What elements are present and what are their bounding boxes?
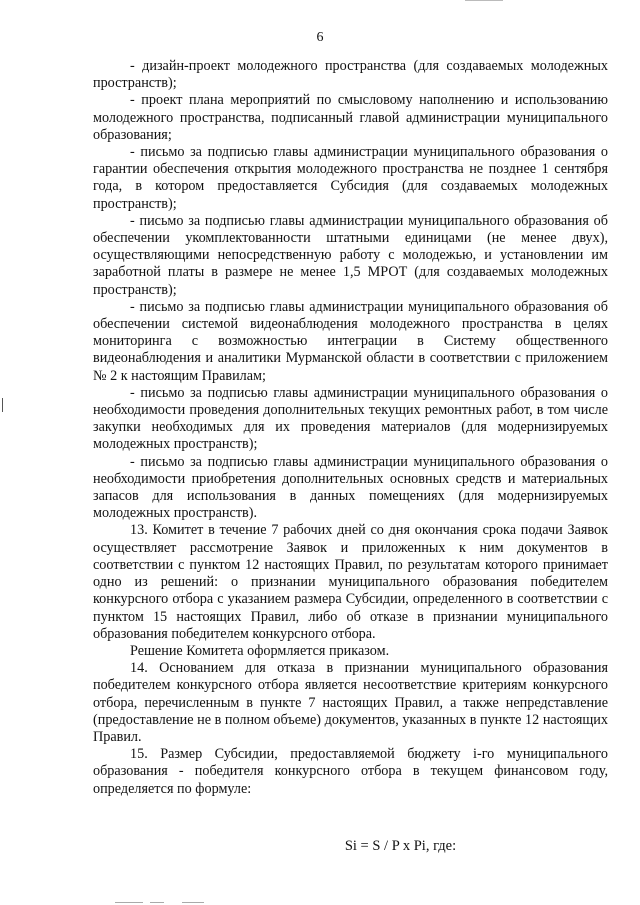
paragraph: - письмо за подписью главы администрации муниципального образования о необходимости приобретения дополнительных основных средств и материальных запасов для использования в данных помещениях (для модернизируемых молодежных пространств). — [93, 453, 608, 522]
scan-artifact-left — [2, 398, 3, 412]
paragraph: - проект плана мероприятий по смысловому наполнению и использованию молодежного пространства, подписанный главой администрации муниципального образования; — [93, 92, 608, 143]
paragraph: - письмо за подписью главы администрации муниципального образования о необходимости проведения дополнительных текущих ремонтных работ, в том числе закупки необходимых для их проведения материалов (для модернизируемых молодежных пространств); — [93, 384, 608, 453]
page-number: 6 — [316, 30, 324, 45]
paragraph: 14. Основанием для отказа в признании муниципального образования победителем конкурсного отбора является несоответствие критериям конкурсного отбора, перечисленным в пункте 7 настоящих Правил, а также непредставление (предоставление не в полном объеме) документов, указанных в пункте 12 настоящих Правил. — [93, 660, 608, 745]
paragraph: - письмо за подписью главы администрации муниципального образования об обеспечении системой видеонаблюдения молодежного пространства в целях мониторинга с возможностью интеграции в Систему общественного видеонаблюдения и аналитики Мурманской области в соответствии с приложением № 2 к настоящим Правилам; — [93, 298, 608, 384]
paragraph: - письмо за подписью главы администрации муниципального образования о гарантии обеспечения открытия молодежного пространства не позднее 1 сентября года, в котором предоставляется Субсидия (для создаваемых молодежных пространств); — [93, 144, 608, 212]
scan-artifact-bottom — [182, 902, 204, 903]
paragraph: - дизайн-проект молодежного пространства (для создаваемых молодежных пространств); — [93, 58, 608, 92]
scan-artifact-bottom — [115, 902, 143, 903]
paragraph: - письмо за подписью главы администрации муниципального образования об обеспечении укомплектованности штатными единицами (не менее двух), осуществляющими непосредственную работу с молодежью, и установлении им заработной платы в размере не менее 1,5 МРОТ (для создаваемых молодежных пространств); — [93, 212, 608, 298]
scan-artifact-bottom — [150, 902, 164, 903]
scan-artifact-top — [465, 0, 503, 1]
document-body — [93, 58, 608, 855]
paragraph: Решение Комитета оформляется приказом. — [130, 642, 390, 659]
paragraph: 15. Размер Субсидии, предоставляемой бюджету i-го муниципального образования - победителя конкурсного отбора в текущем финансовом году, определяется по формуле: — [93, 746, 608, 797]
paragraph: 13. Комитет в течение 7 рабочих дней со дня окончания срока подачи Заявок осуществляет рассмотрение Заявок и приложенных к ним документов в соответствии с пунктом 12 настоящих Правил, по результатам которого принимает одно из решений: о признании муниципального образования победителем конкурсного отбора с указанием размера Субсидии, определенного в соответствии с пунктом 15 настоящих Правил, либо об отказе в признании муниципального образования победителем конкурсного отбора. — [93, 522, 608, 642]
formula: Si = S / P x Pi, где: — [344, 837, 457, 854]
